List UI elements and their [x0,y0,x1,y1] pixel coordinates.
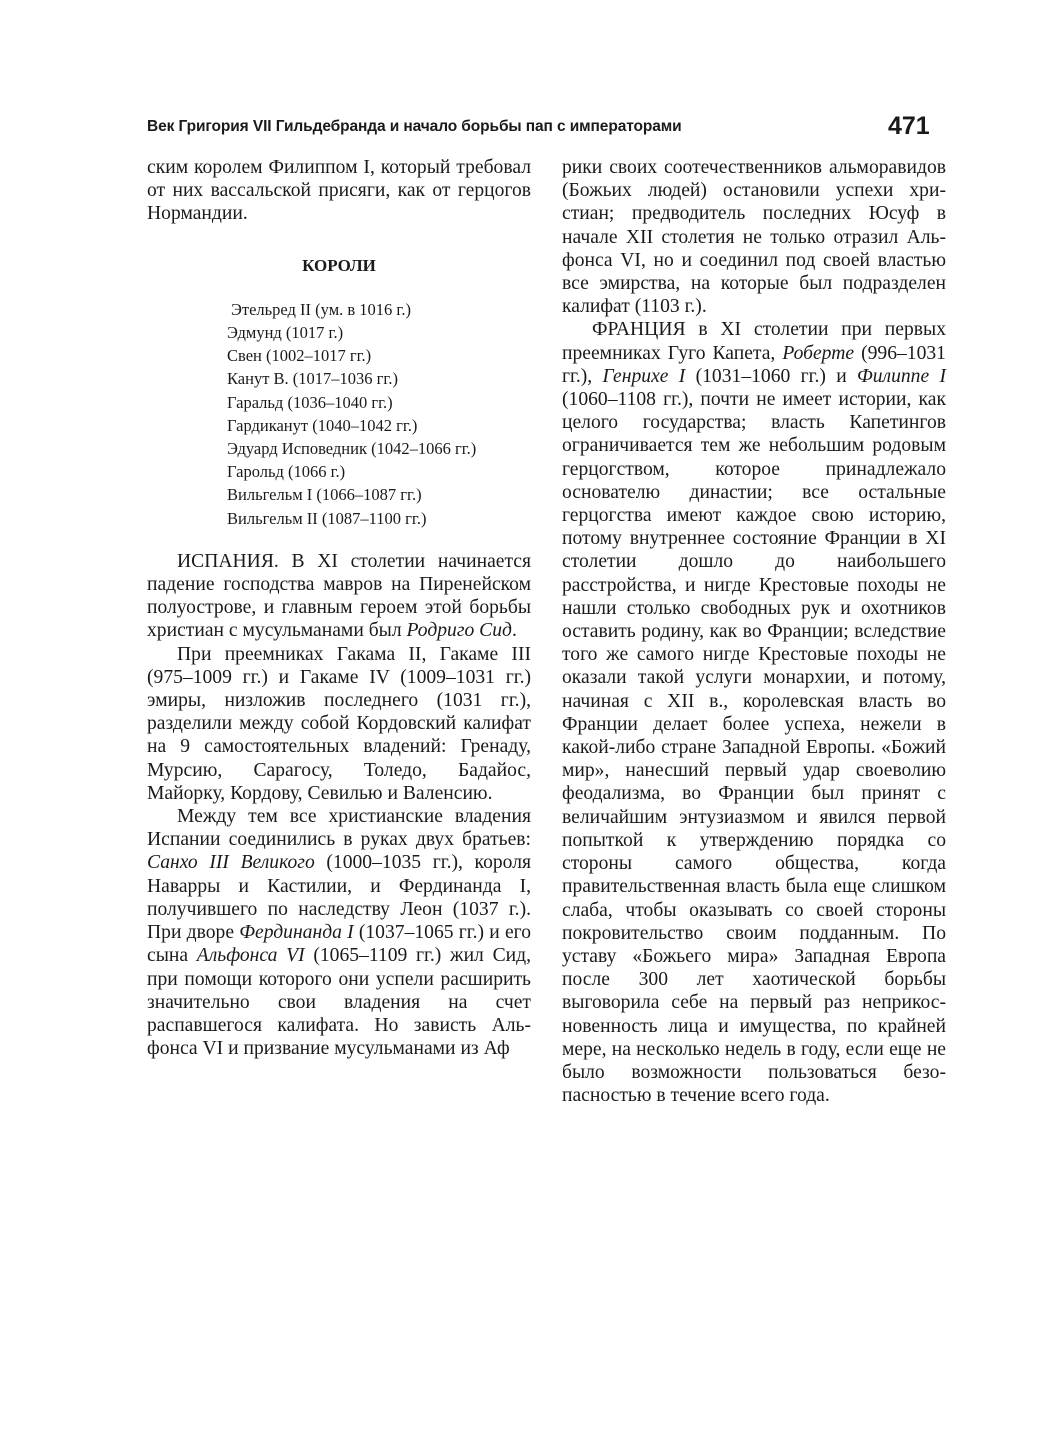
text-run: (1000–1035 гг.), короля Наварры и Кастилии, и Фердинанда I, получившего по наследству Леон (1037 г.). При дворе [147,852,531,944]
text-run: ИСПАНИЯ. В XI столетии начинается падение господства мавров на Пиренейском полуострове, и главным героем этой борьбы христиан с мусульманами был [147,550,531,642]
list-item: Вильгельм I (1066–1087 гг.) [227,485,422,505]
text-run: (1065–1109 гг.) жил Сид, при помощи которого они успели расширить значительно свои владения на счет распавшегося калифата. Но зависть Альфонса VI и призвание мусульманами из Аф [147,945,531,1060]
text-run: Между тем все христианские владения Испании соединились в руках двух братьев: [147,806,531,851]
paragraph-continued: рики своих соотечественников альморавидов (Божьих людей) остановили успехи христиан; предводитель последних Юсуф в начале XII столетия не только отразил Альфонса VI, но и соединил под своей властью все эмирства, на которые был подразделен калифат (1103 г.). [562,157,946,318]
list-item: Гаральд (1036–1040 гг.) [227,392,393,412]
text-run: (1037–1065 гг.) и его сына [147,922,532,967]
running-head: Век Григория VII Гильдебранда и начало борьбы пап с императорами [147,118,682,135]
page-number: 471 [888,112,930,140]
list-item: Гардиканут (1040–1042 гг.) [227,415,418,435]
france-paragraph [562,318,946,1107]
spain-paragraph-2: При преемниках Гакама II, Гакаме III (975–1009 гг.) и Гакаме IV (1009–1031 гг.) эмиры, низложив последнего (1031 гг.), разделили между собой Кордовский калифат на 9 самостоятельных владений: Гренаду, Мурсию, Сарагосу, Толедо, Бадайос, Майорку, Кордову, Севилью и Валенсию. [147,643,531,804]
italic-name: Родриго Сид [406,620,512,642]
paragraph-continued: ским королем Филиппом I, который требовал от них вассальской присяги, как от герцогов Нормандии. [147,157,531,225]
kings-list [227,298,531,530]
italic-name: Филиппе I [856,365,946,387]
text-run: ФРАНЦИЯ в XI столетии при первых преемниках Гуго Капета, [562,319,946,364]
spain-paragraph-1 [147,550,531,643]
kings-heading: КОРОЛИ [302,255,376,275]
right-column [562,156,946,1107]
list-item: Канут В. (1017–1036 гг.) [227,369,398,389]
spain-paragraph-3 [147,805,531,1060]
left-column [147,156,531,1060]
text-run: (1031–1060 гг.) и [685,365,857,387]
italic-name: Генрихе I [602,365,686,387]
list-item: Этельред II (ум. в 1016 г.) [231,299,411,319]
text-run: (1060–1108 гг.), почти не имеет истории, как целого государства; власть Капетингов ограничивается тем же небольшим родовым герцогством, которое принадлежало основателю династии; все остальные герцогства имеют каждое свою историю, потому внутреннее состояние Франции в XI столетии дошло до наибольшего расстройства, и нигде Крестовые походы не нашли столько свободных рук и охотников оставить родину, как во Франции; вследствие того же самого нигде Крестовые походы не оказали такой услуги монархии, и потому, начиная с XII в., королевская власть во Франции делает более успеха, нежели в какой-либо стране Западной Европы. «Божий мир», нанесший первый удар своеволию феодализма, во Франции был принят с величайшим энтузиазмом и явился первой попыткой к утверждению порядка со стороны самого общества, когда правительственная власть была еще слишком слаба, чтобы оказывать со своей стороны покровительство своим подданным. По уставу «Божьего мира» Западная Европа после 300 лет хаотической борьбы выговорила себе на первый раз неприкосновенность лица и имущества, по крайней мере, на несколько недель в году, если еще не было возможности пользоваться безопасностью в течение всего года. [562,389,946,1107]
list-item: Гарольд (1066 г.) [227,462,346,482]
list-item: Эдмунд (1017 г.) [227,323,344,343]
text-run: . [511,620,517,642]
italic-name: Альфонса VI [196,945,305,967]
list-item: Свен (1002–1017 гг.) [227,346,372,366]
text-run: (996–1031 гг.), [562,342,946,387]
list-item: Эдуард Исповедник (1042–1066 гг.) [227,439,477,459]
italic-name: Санхо III Великого [147,852,315,874]
italic-name: Фердинанда I [239,922,354,944]
list-item: Вильгельм II (1087–1100 гг.) [227,508,427,528]
italic-name: Роберте [782,342,855,364]
